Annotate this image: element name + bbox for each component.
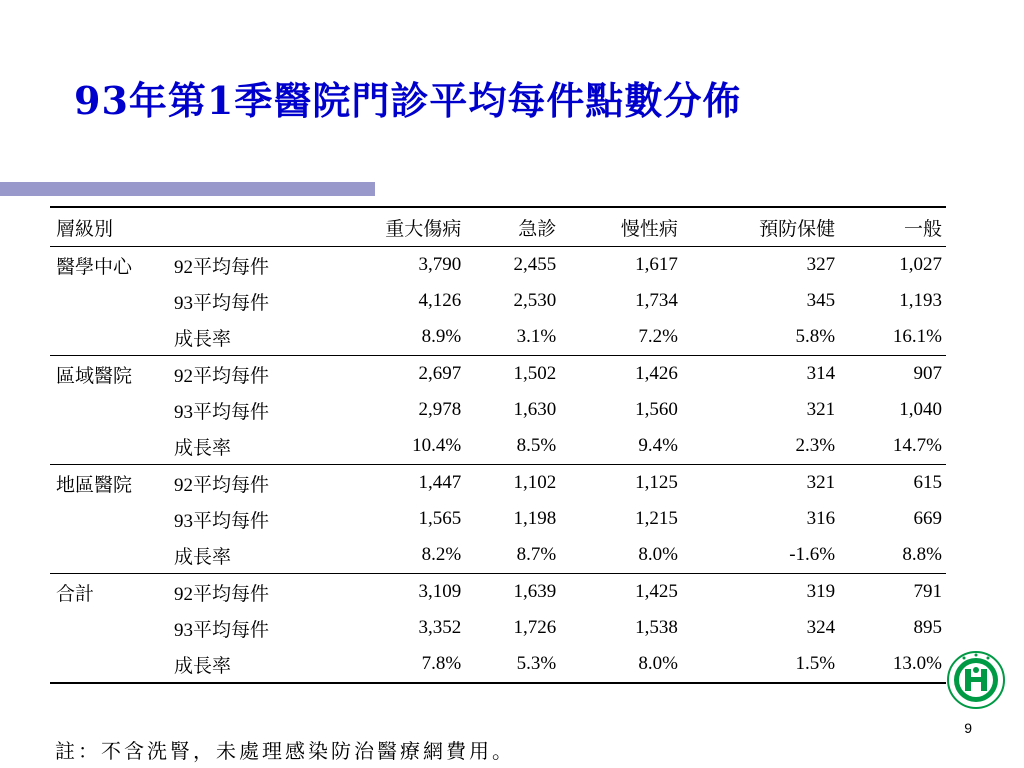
value-cell: 321 [806, 472, 836, 493]
value-cell: 791 [913, 581, 942, 602]
metric-cell: 成長率 [168, 428, 308, 465]
value-cell: 1,630 [513, 399, 557, 420]
value-cell: 1,027 [899, 254, 942, 275]
points-distribution-table [50, 206, 946, 684]
value-cell: 4,126 [418, 290, 462, 311]
level-cell [50, 392, 168, 428]
table-header-row [50, 207, 946, 247]
value-cell: 316 [806, 508, 836, 529]
value-cell: 1,102 [513, 472, 557, 493]
footnote: 註：不含洗腎，未處理感染防治醫療網費用。 [55, 739, 515, 763]
nhi-logo-icon [946, 650, 1006, 710]
header-emergency: 急診 [465, 207, 560, 247]
value-cell: 1,538 [635, 617, 678, 638]
value-cell: 324 [806, 617, 836, 638]
value-cell: 2,978 [418, 399, 462, 420]
value-cell: 1,447 [418, 472, 462, 493]
metric-cell: 成長率 [168, 537, 308, 574]
header-general: 一般 [839, 207, 946, 247]
value-cell: 5.8% [682, 319, 839, 356]
table-body [50, 247, 946, 684]
metric-cell: 92平均每件 [174, 365, 270, 387]
header-preventive: 預防保健 [682, 207, 839, 247]
metric-cell: 93平均每件 [174, 292, 270, 314]
value-cell: 8.0% [560, 537, 682, 574]
value-cell: 3.1% [465, 319, 560, 356]
level-cell [50, 646, 168, 683]
accent-bar [0, 182, 375, 196]
level-cell [50, 610, 168, 646]
header-chronic: 慢性病 [560, 207, 682, 247]
header-level: 層級別 [50, 207, 168, 247]
value-cell: 5.3% [465, 646, 560, 683]
page-number: 9 [964, 720, 972, 736]
value-cell: 1,639 [513, 581, 557, 602]
value-cell: 1,125 [635, 472, 678, 493]
level-cell: 地區醫院 [56, 474, 133, 496]
value-cell: 2.3% [682, 428, 839, 465]
value-cell: 1,198 [513, 508, 557, 529]
value-cell: 1,617 [635, 254, 678, 275]
value-cell: -1.6% [682, 537, 839, 574]
metric-cell: 92平均每件 [174, 474, 270, 496]
header-metric [168, 207, 308, 247]
value-cell: 1,193 [899, 290, 942, 311]
value-cell: 1,425 [635, 581, 678, 602]
level-cell: 醫學中心 [56, 256, 133, 278]
value-cell: 16.1% [839, 319, 946, 356]
value-cell: 3,109 [418, 581, 462, 602]
value-cell: 615 [913, 472, 942, 493]
value-cell: 319 [806, 581, 836, 602]
table-row [50, 610, 946, 646]
table-row [50, 283, 946, 319]
table-row [50, 356, 946, 393]
value-cell: 1,734 [635, 290, 678, 311]
table-row [50, 465, 946, 502]
value-cell: 8.7% [465, 537, 560, 574]
value-cell: 3,352 [418, 617, 462, 638]
value-cell: 7.2% [560, 319, 682, 356]
value-cell: 1,502 [513, 363, 557, 384]
level-cell: 區域醫院 [56, 365, 133, 387]
value-cell: 314 [806, 363, 836, 384]
value-cell: 345 [806, 290, 836, 311]
value-cell: 2,530 [513, 290, 557, 311]
metric-cell: 93平均每件 [174, 510, 270, 532]
value-cell: 9.4% [560, 428, 682, 465]
value-cell: 1,560 [635, 399, 678, 420]
level-cell [50, 501, 168, 537]
level-cell [50, 283, 168, 319]
value-cell: 327 [806, 254, 836, 275]
value-cell: 669 [913, 508, 942, 529]
value-cell: 1,426 [635, 363, 678, 384]
value-cell: 1,726 [513, 617, 557, 638]
value-cell: 1,040 [899, 399, 942, 420]
table-row [50, 247, 946, 284]
value-cell: 14.7% [839, 428, 946, 465]
level-cell [50, 537, 168, 574]
metric-cell: 93平均每件 [174, 401, 270, 423]
value-cell: 1,215 [635, 508, 678, 529]
level-cell [50, 428, 168, 465]
table-row [50, 537, 946, 574]
header-major-illness: 重大傷病 [308, 207, 465, 247]
slide-title: 93年第1季醫院門診平均每件點數分佈 [74, 78, 742, 123]
value-cell: 7.8% [308, 646, 465, 683]
metric-cell: 93平均每件 [174, 619, 270, 641]
metric-cell: 92平均每件 [174, 583, 270, 605]
value-cell: 2,455 [513, 254, 557, 275]
value-cell: 13.0% [839, 646, 946, 683]
value-cell: 907 [913, 363, 942, 384]
value-cell: 8.0% [560, 646, 682, 683]
value-cell: 321 [806, 399, 836, 420]
value-cell: 895 [913, 617, 942, 638]
level-cell [50, 319, 168, 356]
value-cell: 3,790 [418, 254, 462, 275]
table-row [50, 574, 946, 611]
value-cell: 8.8% [839, 537, 946, 574]
metric-cell: 成長率 [168, 319, 308, 356]
table-row [50, 428, 946, 465]
table-row [50, 319, 946, 356]
value-cell: 2,697 [418, 363, 462, 384]
value-cell: 10.4% [308, 428, 465, 465]
level-cell: 合計 [56, 583, 95, 605]
metric-cell: 92平均每件 [174, 256, 270, 278]
data-table-container [50, 206, 946, 684]
value-cell: 1,565 [418, 508, 462, 529]
value-cell: 1.5% [682, 646, 839, 683]
table-row [50, 646, 946, 683]
value-cell: 8.2% [308, 537, 465, 574]
value-cell: 8.9% [308, 319, 465, 356]
metric-cell: 成長率 [168, 646, 308, 683]
table-row [50, 501, 946, 537]
value-cell: 8.5% [465, 428, 560, 465]
table-row [50, 392, 946, 428]
